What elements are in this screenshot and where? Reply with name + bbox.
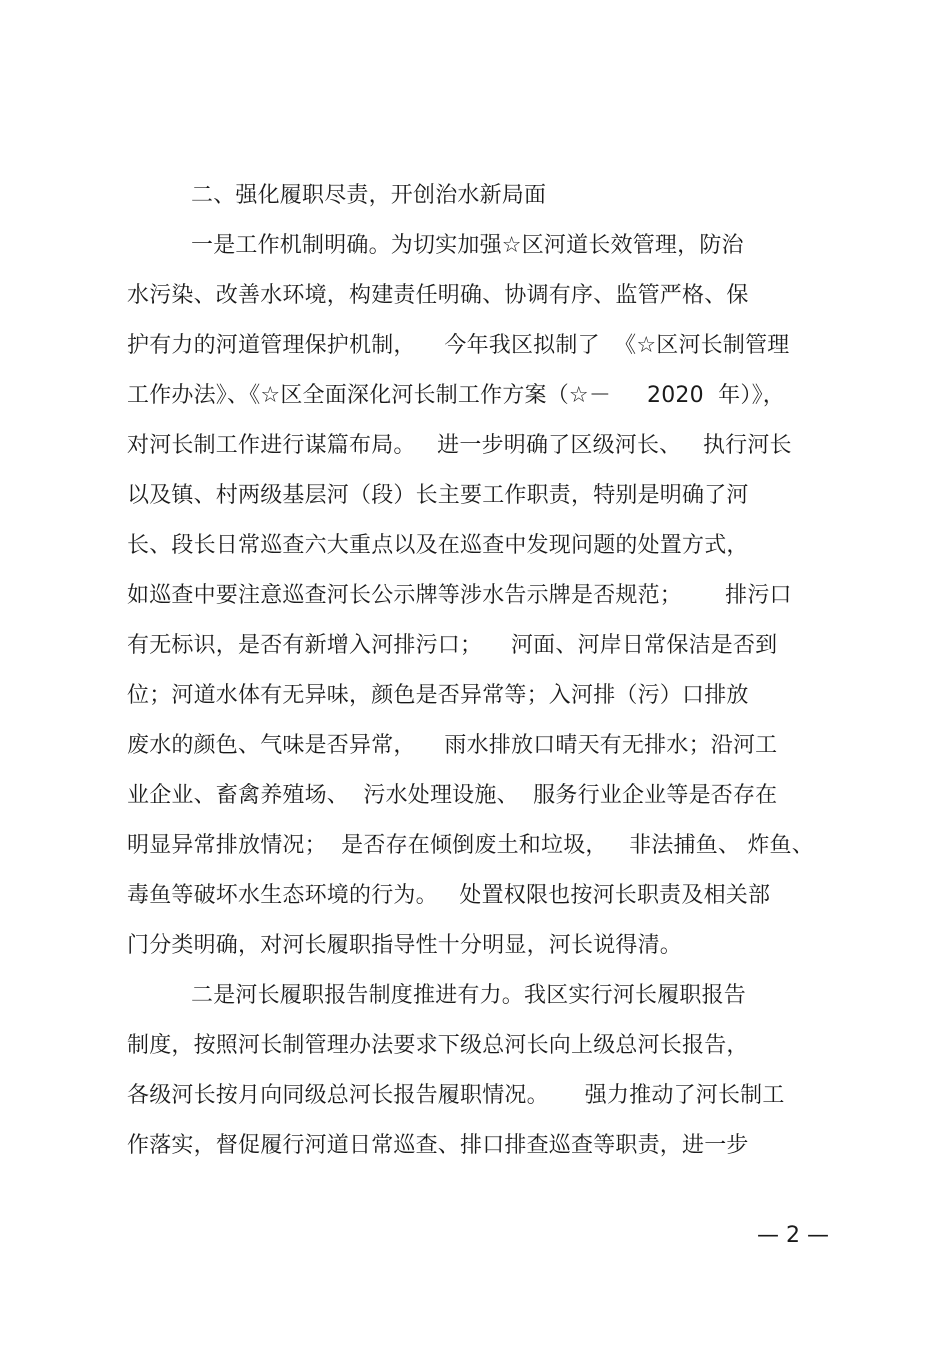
- paragraph-line: 门分类明确，对河长履职指导性十分明显，河长说得清。: [127, 933, 683, 958]
- page-number: — 2 —: [757, 1223, 829, 1248]
- paragraph-line: 毒鱼等破坏水生态环境的行为。 处置权限也按河长职责及相关部: [127, 883, 771, 908]
- paragraph-line: 一是工作机制明确。为切实加强☆区河道长效管理，防治: [191, 233, 744, 258]
- paragraph-line: 业企业、畜禽养殖场、 污水处理设施、 服务行业企业等是否存在: [127, 783, 778, 808]
- paragraph-line: 长、段长日常巡查六大重点以及在巡查中发现问题的处置方式，: [127, 533, 749, 558]
- section-heading: 二、强化履职尽责，开创治水新局面: [191, 183, 547, 208]
- paragraph-line: 作落实，督促履行河道日常巡查、排口排查巡查等职责，进一步: [127, 1133, 749, 1158]
- paragraph-line: 制度，按照河长制管理办法要求下级总河长向上级总河长报告，: [127, 1033, 749, 1058]
- paragraph-line: 护有力的河道管理保护机制， 今年我区拟制了 《☆区河长制管理: [127, 333, 790, 358]
- paragraph-line: 废水的颜色、气味是否异常， 雨水排放口晴天有无排水；沿河工: [127, 733, 778, 758]
- paragraph-line: 各级河长按月向同级总河长报告履职情况。 强力推动了河长制工: [127, 1083, 785, 1108]
- paragraph-line: 工作办法》、《☆区全面深化河长制工作方案（☆－ 2020 年）》，: [127, 383, 785, 408]
- paragraph-line: 对河长制工作进行谋篇布局。 进一步明确了区级河长、 执行河长: [127, 433, 792, 458]
- paragraph-line: 以及镇、村两级基层河（段）长主要工作职责，特别是明确了河: [127, 483, 749, 508]
- paragraph-line: 明显异常排放情况； 是否存在倾倒废土和垃圾， 非法捕鱼、 炸鱼、: [127, 833, 814, 858]
- paragraph-line: 有无标识，是否有新增入河排污口； 河面、河岸日常保洁是否到: [127, 633, 778, 658]
- paragraph-line: 二是河长履职报告制度推进有力。我区实行河长履职报告: [191, 983, 747, 1008]
- paragraph-line: 如巡查中要注意巡查河长公示牌等涉水告示牌是否规范； 排污口: [127, 583, 792, 608]
- paragraph-line: 水污染、改善水环境，构建责任明确、协调有序、监管严格、保: [127, 283, 749, 308]
- paragraph-line: 位；河道水体有无异味，颜色是否异常等；入河排（污）口排放: [127, 683, 749, 708]
